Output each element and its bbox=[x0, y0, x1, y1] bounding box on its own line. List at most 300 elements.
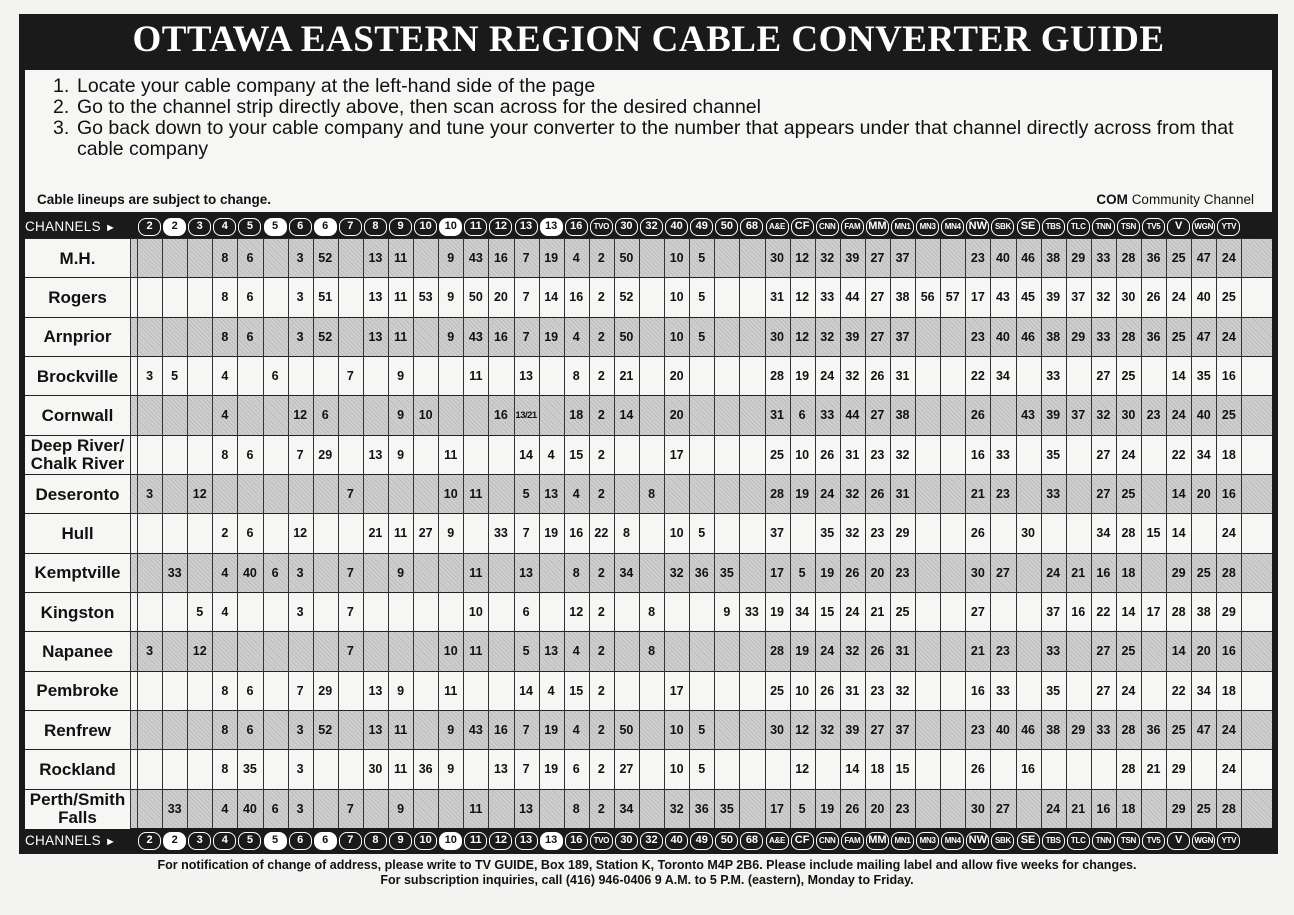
lineup-cell bbox=[1141, 475, 1166, 514]
lineup-cell: 33 bbox=[1046, 487, 1061, 501]
channel-chip: 13 bbox=[540, 218, 563, 236]
lineup-cell: 30 bbox=[368, 762, 383, 777]
grid-line bbox=[840, 238, 841, 828]
lineup-cell bbox=[363, 593, 388, 632]
lineup-cell: 16 bbox=[569, 526, 584, 541]
lineup-cell bbox=[263, 436, 288, 475]
lineup-cell bbox=[940, 318, 965, 357]
lineup-cell: 46 bbox=[1021, 329, 1035, 344]
lineup-cell bbox=[388, 632, 413, 671]
lineup-cell: 23 bbox=[995, 644, 1010, 659]
lineup-cell bbox=[689, 672, 714, 711]
channels-label bbox=[25, 830, 116, 852]
channels-label bbox=[25, 216, 116, 238]
lineup-cell bbox=[263, 593, 288, 632]
lineup-cell: 6 bbox=[246, 447, 254, 462]
lineup-cell bbox=[639, 357, 664, 396]
lineup-cell: 13 bbox=[493, 762, 508, 777]
lineup-cell: 33 bbox=[493, 526, 508, 541]
lineup-cell: 8 bbox=[648, 644, 656, 659]
lineup-cell: 14 bbox=[519, 447, 533, 462]
lineup-cell bbox=[1091, 750, 1116, 789]
channel-chip: 9 bbox=[389, 218, 412, 236]
channel-chip: 6 bbox=[314, 218, 337, 236]
lineup-cell: 50 bbox=[619, 251, 634, 265]
lineup-cell: 8 bbox=[221, 329, 229, 344]
lineup-cell bbox=[162, 593, 187, 632]
lineup-cell: 20 bbox=[493, 290, 508, 305]
channel-chip: 8 bbox=[364, 218, 387, 236]
lineup-cell: 2 bbox=[597, 801, 605, 816]
lineup-cell: 34 bbox=[619, 801, 634, 816]
channel-chip: 50 bbox=[715, 832, 738, 850]
grid-line bbox=[664, 238, 665, 828]
lineup-cell: 17 bbox=[669, 447, 684, 462]
lineup-cell: 12 bbox=[569, 605, 584, 619]
lineup-cell bbox=[1066, 750, 1091, 789]
lineup-cell: 29 bbox=[895, 526, 910, 541]
lineup-cell: 28 bbox=[1221, 565, 1236, 580]
grid-line bbox=[1091, 238, 1092, 828]
lineup-cell: 13 bbox=[368, 329, 383, 344]
lineup-cell: 32 bbox=[820, 251, 835, 265]
lineup-cell: 9 bbox=[447, 290, 455, 305]
lineup-cell: 28 bbox=[1121, 526, 1136, 541]
lineup-cell: 16 bbox=[1096, 801, 1111, 816]
lineup-cell: 22 bbox=[1171, 683, 1186, 698]
lineup-cell: 31 bbox=[895, 644, 910, 659]
lineup-cell: 13 bbox=[544, 487, 559, 501]
lineup-cell: 36 bbox=[1146, 723, 1161, 737]
grid-line bbox=[915, 238, 916, 828]
lineup-cell bbox=[639, 672, 664, 711]
lineup-cell: 16 bbox=[493, 723, 508, 737]
channel-chip: 30 bbox=[615, 832, 638, 850]
channel-chip: V bbox=[1167, 218, 1190, 236]
lineup-cell bbox=[438, 396, 463, 435]
lineup-cell: 22 bbox=[594, 526, 609, 541]
channel-chip: TLC bbox=[1067, 218, 1090, 236]
lineup-cell: 5 bbox=[798, 565, 806, 580]
lineup-cell: 43 bbox=[1021, 408, 1035, 423]
lineup-cell: 9 bbox=[447, 329, 455, 344]
lineup-cell: 50 bbox=[468, 290, 483, 305]
lineup-cell bbox=[714, 278, 739, 317]
lineup-cell: 32 bbox=[895, 447, 910, 462]
lineup-cell: 25 bbox=[770, 447, 784, 462]
lineup-cell: 16 bbox=[493, 408, 508, 423]
lineup-cell bbox=[614, 593, 639, 632]
lineup-cell: 35 bbox=[719, 565, 734, 580]
lineup-cell: 22 bbox=[1171, 447, 1186, 462]
lineup-cell: 19 bbox=[770, 605, 784, 619]
lineup-cell bbox=[438, 554, 463, 593]
channel-chip: 6 bbox=[289, 832, 312, 850]
lineup-cell bbox=[1141, 436, 1166, 475]
lineup-cell bbox=[488, 475, 513, 514]
lineup-cell: 53 bbox=[418, 290, 433, 305]
lineup-cell bbox=[288, 475, 313, 514]
lineup-cell bbox=[915, 239, 940, 278]
lineup-cell: 38 bbox=[895, 408, 910, 423]
lineup-cell bbox=[263, 672, 288, 711]
lineup-cell: 9 bbox=[447, 762, 455, 777]
lineup-cell bbox=[438, 790, 463, 829]
lineup-cell: 33 bbox=[995, 447, 1010, 462]
lineup-cell bbox=[263, 239, 288, 278]
lineup-cell: 10 bbox=[669, 526, 684, 541]
channel-strip-top bbox=[19, 216, 1278, 238]
lineup-cell: 4 bbox=[221, 408, 229, 423]
lineup-cell bbox=[237, 593, 262, 632]
lineup-cell: 23 bbox=[895, 801, 910, 816]
lineup-cell bbox=[338, 278, 363, 317]
lineup-cell bbox=[162, 711, 187, 750]
lineup-cell: 12 bbox=[795, 329, 810, 344]
channel-chip: 7 bbox=[339, 218, 362, 236]
lineup-cell: 26 bbox=[870, 369, 885, 383]
lineup-cell: 19 bbox=[544, 526, 559, 541]
channel-chip: 11 bbox=[464, 218, 487, 236]
lineup-cell bbox=[915, 750, 940, 789]
lineup-cell bbox=[288, 357, 313, 396]
lineup-cell: 25 bbox=[1121, 487, 1136, 501]
lineup-cell: 5 bbox=[798, 801, 806, 816]
lineup-cell: 5 bbox=[698, 526, 706, 541]
channel-chip: SE bbox=[1017, 218, 1040, 236]
cable-company-name: Kingston bbox=[25, 593, 130, 632]
lineup-cell bbox=[739, 790, 764, 829]
lineup-cell: 24 bbox=[1121, 447, 1136, 462]
lineup-cell: 46 bbox=[1021, 723, 1035, 737]
lineup-cell: 11 bbox=[469, 369, 483, 383]
lineup-cell bbox=[940, 632, 965, 671]
grid-line bbox=[1241, 238, 1242, 828]
lineup-cell: 32 bbox=[845, 487, 860, 501]
lineup-cell: 21 bbox=[368, 526, 383, 541]
lineup-cell: 40 bbox=[1196, 290, 1211, 305]
lineup-cell: 13 bbox=[519, 565, 533, 580]
lineup-cell: 18 bbox=[1221, 447, 1236, 462]
lineup-cell: 35 bbox=[1046, 683, 1061, 698]
lineup-cell: 4 bbox=[221, 565, 229, 580]
lineup-cell bbox=[413, 672, 438, 711]
lineup-cell: 5 bbox=[196, 605, 204, 619]
lineup-cell bbox=[739, 396, 764, 435]
lineup-cell: 13 bbox=[368, 723, 383, 737]
grid-line bbox=[1166, 238, 1167, 828]
lineup-cell: 51 bbox=[318, 290, 333, 305]
lineup-cell: 6 bbox=[572, 762, 580, 777]
lineup-cell: 7 bbox=[346, 487, 354, 501]
channel-chip: TV5 bbox=[1142, 218, 1165, 236]
lineup-cell: 20 bbox=[1196, 487, 1211, 501]
lineup-cell bbox=[187, 278, 212, 317]
lineup-cell: 24 bbox=[1121, 683, 1136, 698]
lineup-cell: 4 bbox=[221, 369, 229, 383]
lineup-cell: 56 bbox=[920, 290, 935, 305]
cable-company-name: Brockville bbox=[25, 357, 130, 396]
lineup-cell bbox=[263, 318, 288, 357]
lineup-cell: 27 bbox=[870, 723, 885, 737]
lineup-cell: 6 bbox=[271, 369, 279, 383]
channel-chip: NW bbox=[966, 832, 989, 850]
lineup-cell: 38 bbox=[1196, 605, 1211, 619]
lineup-cell bbox=[1016, 790, 1041, 829]
lineup-cell bbox=[263, 278, 288, 317]
lineup-cell bbox=[137, 239, 162, 278]
grid-line bbox=[1066, 238, 1067, 828]
lineup-cell bbox=[539, 357, 564, 396]
cable-company-name: Rogers bbox=[25, 278, 130, 317]
lineup-cell: 34 bbox=[1196, 447, 1211, 462]
lineup-cell: 10 bbox=[669, 723, 684, 737]
lineup-cell bbox=[990, 750, 1015, 789]
lineup-cell bbox=[463, 514, 488, 553]
lineup-cell: 16 bbox=[970, 683, 985, 698]
channel-chip: 68 bbox=[740, 832, 763, 850]
lineup-cell bbox=[915, 318, 940, 357]
lineup-cell: 35 bbox=[820, 526, 835, 541]
lineup-cell: 15 bbox=[1146, 526, 1161, 541]
lineup-cell bbox=[413, 357, 438, 396]
grid-line bbox=[438, 238, 439, 828]
lineup-cell: 11 bbox=[393, 526, 408, 541]
lineup-cell: 4 bbox=[572, 251, 580, 265]
channel-chip: SBK bbox=[991, 218, 1014, 236]
lineup-cell bbox=[689, 357, 714, 396]
channel-chip: 6 bbox=[314, 832, 337, 850]
lineup-cell: 8 bbox=[648, 605, 656, 619]
lineup-cell bbox=[187, 318, 212, 357]
lineup-cell bbox=[313, 593, 338, 632]
lineup-cell bbox=[237, 357, 262, 396]
lineup-cell bbox=[714, 750, 739, 789]
lineup-cell: 16 bbox=[1096, 565, 1111, 580]
lineup-cell bbox=[313, 790, 338, 829]
lineup-cell bbox=[187, 396, 212, 435]
lineup-cell: 24 bbox=[820, 644, 835, 659]
lineup-cell: 27 bbox=[870, 329, 885, 344]
instruction-item bbox=[53, 97, 1253, 118]
lineup-cell bbox=[1141, 632, 1166, 671]
lineup-cell: 20 bbox=[870, 565, 885, 580]
arrow-right-icon: ► bbox=[104, 222, 117, 234]
lineup-cell: 29 bbox=[318, 683, 333, 698]
cable-company-name: M.H. bbox=[25, 239, 130, 278]
lineup-cell: 26 bbox=[870, 487, 885, 501]
lineup-cell: 18 bbox=[569, 408, 584, 423]
lineup-cell bbox=[639, 554, 664, 593]
cable-company-name: Napanee bbox=[25, 632, 130, 671]
lineup-cell: 9 bbox=[447, 251, 455, 265]
lineup-cell bbox=[714, 475, 739, 514]
lineup-cell: 28 bbox=[1121, 251, 1136, 265]
grid-line bbox=[890, 238, 891, 828]
community-channel-legend bbox=[1096, 192, 1254, 207]
channel-chip: MN3 bbox=[916, 832, 939, 850]
lineup-cell: 26 bbox=[970, 526, 985, 541]
lineup-cell: 15 bbox=[569, 683, 584, 698]
lineup-cell bbox=[162, 632, 187, 671]
lineup-cell: 39 bbox=[1046, 290, 1061, 305]
lineup-cell bbox=[338, 396, 363, 435]
lineup-cell: 13/21 bbox=[515, 410, 537, 422]
grid-line bbox=[539, 238, 540, 828]
lineup-cell bbox=[639, 711, 664, 750]
lineup-cell: 27 bbox=[619, 762, 634, 777]
lineup-cell bbox=[990, 593, 1015, 632]
lineup-cell bbox=[338, 436, 363, 475]
lineup-cell: 13 bbox=[368, 290, 383, 305]
lineup-cell bbox=[915, 632, 940, 671]
lineup-cell: 6 bbox=[271, 565, 279, 580]
grid-line bbox=[739, 238, 740, 828]
channel-chip: 32 bbox=[640, 218, 663, 236]
lineup-cell: 20 bbox=[669, 408, 684, 423]
lineup-cell: 23 bbox=[1146, 408, 1161, 423]
channel-chip: 10 bbox=[439, 218, 462, 236]
lineup-cell: 37 bbox=[1046, 605, 1061, 619]
lineup-cell: 6 bbox=[246, 526, 254, 541]
lineup-cell bbox=[263, 711, 288, 750]
lineup-cell bbox=[1066, 436, 1091, 475]
legend-abbr: COM bbox=[1096, 192, 1128, 207]
grid-line bbox=[137, 238, 138, 828]
lineup-cell: 9 bbox=[723, 605, 731, 619]
lineup-cell: 33 bbox=[995, 683, 1010, 698]
lineup-cell: 24 bbox=[845, 605, 860, 619]
lineup-cell: 47 bbox=[1196, 251, 1211, 265]
channels-label-text: CHANNELS bbox=[25, 833, 101, 848]
lineup-cell: 40 bbox=[242, 565, 257, 580]
lineup-cell bbox=[664, 632, 689, 671]
lineup-cell bbox=[915, 593, 940, 632]
lineup-cell bbox=[915, 396, 940, 435]
channel-chip: 10 bbox=[439, 832, 462, 850]
lineup-cell bbox=[639, 436, 664, 475]
channel-chip: A&E bbox=[766, 832, 789, 850]
channel-chip: WGN bbox=[1192, 832, 1215, 850]
lineup-cell: 45 bbox=[1021, 290, 1035, 305]
lineup-cell: 3 bbox=[296, 290, 304, 305]
lineup-cell: 25 bbox=[770, 683, 784, 698]
lineup-cell: 23 bbox=[970, 329, 985, 344]
grid-line bbox=[237, 238, 238, 828]
lineup-cell: 19 bbox=[795, 369, 810, 383]
channel-chip: 10 bbox=[414, 832, 437, 850]
lineup-cell bbox=[313, 357, 338, 396]
lineup-cell bbox=[915, 357, 940, 396]
lineup-cell: 12 bbox=[293, 408, 308, 423]
lineup-cell bbox=[639, 750, 664, 789]
legend-text: Community Channel bbox=[1131, 192, 1254, 207]
lineup-cell bbox=[1066, 514, 1091, 553]
lineup-cell bbox=[388, 593, 413, 632]
cable-company-name: Deep River/ Chalk River bbox=[25, 436, 130, 475]
lineup-cell bbox=[263, 750, 288, 789]
lineup-cell: 7 bbox=[346, 605, 354, 619]
lineup-cell: 40 bbox=[1196, 408, 1211, 423]
grid-line bbox=[689, 238, 690, 828]
lineup-cell: 2 bbox=[597, 408, 605, 423]
lineup-cell: 23 bbox=[870, 526, 885, 541]
lineup-cell: 30 bbox=[1121, 408, 1136, 423]
lineup-cell: 33 bbox=[1096, 251, 1111, 265]
lineup-cell: 13 bbox=[368, 683, 383, 698]
lineup-cell bbox=[1066, 475, 1091, 514]
lineup-cell bbox=[639, 278, 664, 317]
lineup-cell: 27 bbox=[1096, 683, 1111, 698]
channel-chip: MN1 bbox=[891, 218, 914, 236]
lineup-cell: 2 bbox=[597, 369, 605, 383]
lineup-cell: 4 bbox=[221, 801, 229, 816]
channel-chip: CNN bbox=[816, 832, 839, 850]
lineup-cell bbox=[1016, 593, 1041, 632]
lineup-cell: 11 bbox=[444, 447, 458, 462]
channel-chip: MN1 bbox=[891, 832, 914, 850]
lineup-cell: 16 bbox=[1221, 369, 1236, 383]
lineup-cell: 8 bbox=[221, 683, 229, 698]
lineup-cell: 16 bbox=[493, 329, 508, 344]
channel-chip: MM bbox=[866, 218, 889, 236]
lineup-cell: 17 bbox=[970, 290, 985, 305]
lineup-cell: 7 bbox=[296, 447, 304, 462]
page-title: OTTAWA EASTERN REGION CABLE CONVERTER GUIDE bbox=[132, 19, 1165, 60]
cable-company-name: Kemptville bbox=[25, 554, 130, 593]
lineup-cell bbox=[162, 514, 187, 553]
lineup-cell: 2 bbox=[597, 487, 605, 501]
footer-line: For subscription inquiries, call (416) 946-0406 9 A.M. to 5 P.M. (eastern), Monday to Friday. bbox=[380, 873, 914, 887]
lineup-cell: 27 bbox=[1096, 487, 1111, 501]
lineup-cell bbox=[714, 514, 739, 553]
lineup-cell: 29 bbox=[1221, 605, 1236, 619]
lineup-cell: 4 bbox=[572, 723, 580, 737]
lineup-cell bbox=[915, 436, 940, 475]
lineup-cell bbox=[739, 239, 764, 278]
lineup-cell: 28 bbox=[1121, 329, 1136, 344]
lineup-cell: 6 bbox=[246, 683, 254, 698]
lineup-cell: 11 bbox=[469, 565, 483, 580]
lineup-cell bbox=[413, 318, 438, 357]
cable-company-name: Cornwall bbox=[25, 396, 130, 435]
lineup-cell: 23 bbox=[870, 683, 885, 698]
lineup-cell: 24 bbox=[820, 487, 835, 501]
lineup-cell: 8 bbox=[221, 251, 229, 265]
lineup-cell bbox=[338, 750, 363, 789]
cable-company-name: Rockland bbox=[25, 750, 130, 789]
lineup-cell: 39 bbox=[845, 329, 860, 344]
lineup-cell: 2 bbox=[597, 605, 605, 619]
lineup-cell: 33 bbox=[167, 801, 182, 816]
channel-chip: TNN bbox=[1092, 832, 1115, 850]
channel-chip: 8 bbox=[364, 832, 387, 850]
channel-chip: TSN bbox=[1117, 218, 1140, 236]
lineup-cell: 4 bbox=[547, 447, 555, 462]
lineup-cell bbox=[614, 632, 639, 671]
lineup-cell: 11 bbox=[393, 723, 408, 737]
lineup-cell: 10 bbox=[669, 329, 684, 344]
channel-chip: 16 bbox=[565, 218, 588, 236]
lineup-cell: 32 bbox=[669, 801, 684, 816]
lineup-cell bbox=[940, 554, 965, 593]
lineup-cell: 29 bbox=[1071, 329, 1086, 344]
lineup-cell: 19 bbox=[544, 762, 559, 777]
channel-chip: 9 bbox=[389, 832, 412, 850]
grid-line bbox=[815, 238, 816, 828]
grid-line bbox=[130, 238, 131, 828]
lineup-cell bbox=[739, 318, 764, 357]
